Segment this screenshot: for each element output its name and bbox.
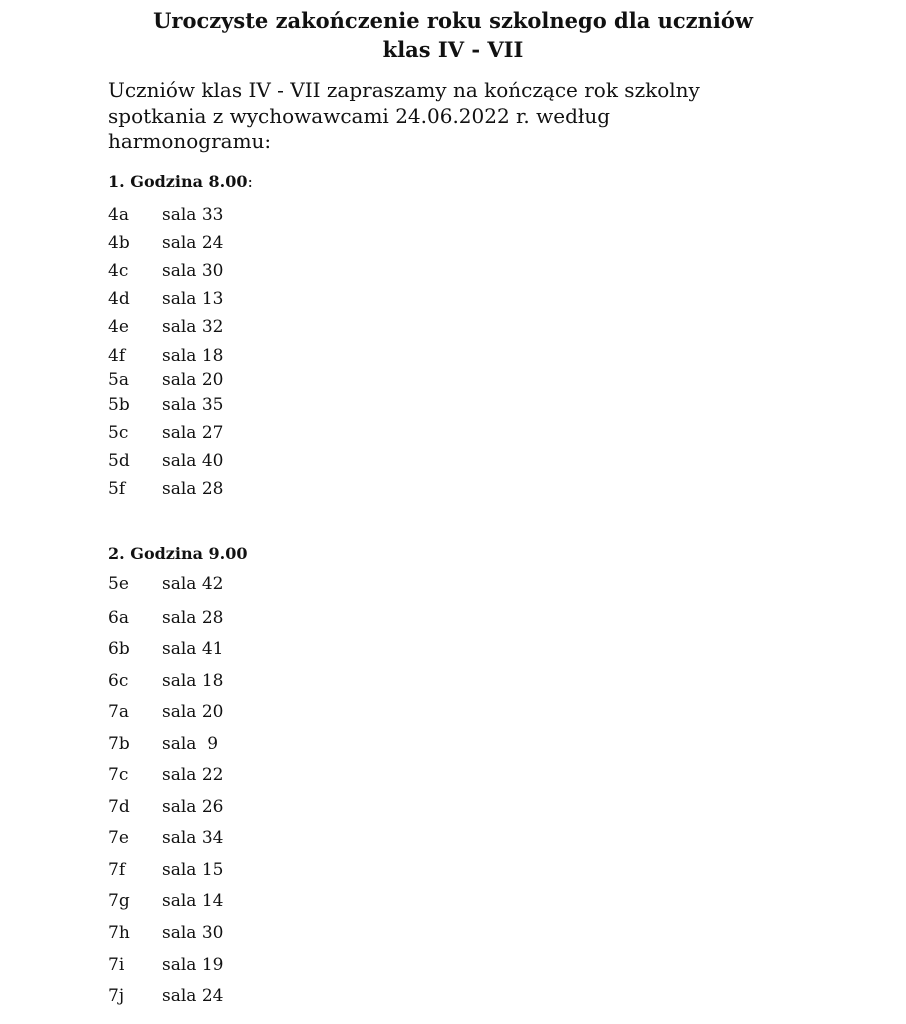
class-name: 7b — [108, 734, 130, 754]
schedule-row — [108, 859, 223, 881]
schedule-row — [108, 422, 223, 444]
room-name: sala 20 — [162, 702, 224, 722]
class-name: 4d — [108, 289, 130, 309]
class-name: 4c — [108, 261, 129, 281]
schedule-row — [108, 316, 223, 338]
room-name: sala 30 — [162, 923, 224, 943]
schedule-row — [108, 670, 223, 692]
class-name: 7e — [108, 828, 129, 848]
room-name: sala 14 — [162, 891, 224, 911]
room-name: sala 42 — [162, 574, 224, 594]
room-name: sala 35 — [162, 395, 224, 415]
room-name: sala 33 — [162, 205, 224, 225]
class-name: 4b — [108, 233, 130, 253]
room-name: sala 13 — [162, 289, 224, 309]
class-name: 5c — [108, 423, 129, 443]
schedule-row — [108, 922, 223, 944]
schedule-row — [108, 288, 223, 310]
schedule-row — [108, 890, 223, 912]
session-2-heading: 2. Godzina 9.00 — [108, 544, 248, 563]
schedule-row — [108, 985, 223, 1007]
schedule-row — [108, 796, 223, 818]
room-name: sala 18 — [162, 671, 224, 691]
session-1-heading-text: 1. Godzina 8.00 — [108, 172, 248, 191]
schedule-row — [108, 232, 223, 254]
document-title-line-2: klas IV - VII — [382, 37, 524, 62]
class-name: 4f — [108, 346, 126, 366]
schedule-row — [108, 260, 223, 282]
room-name: sala 41 — [162, 639, 224, 659]
intro-paragraph: Uczniów klas IV - VII zapraszamy na kończące rok szkolny spotkania z wychowawcami 24.06.2022 r. według harmonogramu: — [108, 78, 700, 153]
room-name: sala 28 — [162, 608, 224, 628]
class-name: 5f — [108, 479, 126, 499]
room-name: sala 28 — [162, 479, 224, 499]
class-name: 6b — [108, 639, 130, 659]
class-name: 5b — [108, 395, 130, 415]
class-name: 7f — [108, 860, 126, 880]
room-name: sala 30 — [162, 261, 224, 281]
schedule-row — [108, 638, 223, 660]
class-name: 5a — [108, 370, 129, 390]
class-name: 7h — [108, 923, 130, 943]
schedule-row — [108, 701, 223, 723]
room-name: sala 24 — [162, 233, 224, 253]
room-name: sala 18 — [162, 346, 224, 366]
schedule-row — [108, 733, 218, 755]
room-name: sala 40 — [162, 451, 224, 471]
class-name: 4e — [108, 317, 129, 337]
class-name: 6c — [108, 671, 129, 691]
class-name: 7d — [108, 797, 130, 817]
class-name: 5e — [108, 574, 129, 594]
room-name: sala 24 — [162, 986, 224, 1006]
class-name: 5d — [108, 451, 130, 471]
schedule-row — [108, 204, 223, 226]
class-name: 4a — [108, 205, 129, 225]
session-1-heading — [108, 172, 253, 192]
room-name: sala 9 — [162, 734, 219, 754]
class-name: 7a — [108, 702, 129, 722]
class-name: 6a — [108, 608, 129, 628]
schedule-row — [108, 478, 223, 500]
room-name: sala 19 — [162, 955, 224, 975]
class-name: 7g — [108, 891, 130, 911]
class-name: 7i — [108, 955, 125, 975]
schedule-row — [108, 450, 223, 472]
schedule-row — [108, 764, 223, 786]
schedule-row — [108, 827, 223, 849]
class-name: 7j — [108, 986, 125, 1006]
room-name: sala 26 — [162, 797, 224, 817]
room-name: sala 34 — [162, 828, 224, 848]
room-name: sala 32 — [162, 317, 224, 337]
schedule-row — [108, 607, 223, 629]
schedule-row — [108, 573, 223, 595]
schedule-row — [108, 394, 223, 416]
schedule-row — [108, 954, 223, 976]
schedule-row — [108, 345, 223, 367]
schedule-row — [108, 369, 223, 391]
room-name: sala 27 — [162, 423, 224, 443]
session-1-heading-colon: : — [247, 172, 253, 191]
class-name: 7c — [108, 765, 129, 785]
room-name: sala 15 — [162, 860, 224, 880]
room-name: sala 20 — [162, 370, 224, 390]
document-title-line-1: Uroczyste zakończenie roku szkolnego dla uczniów — [153, 8, 753, 33]
room-name: sala 22 — [162, 765, 224, 785]
